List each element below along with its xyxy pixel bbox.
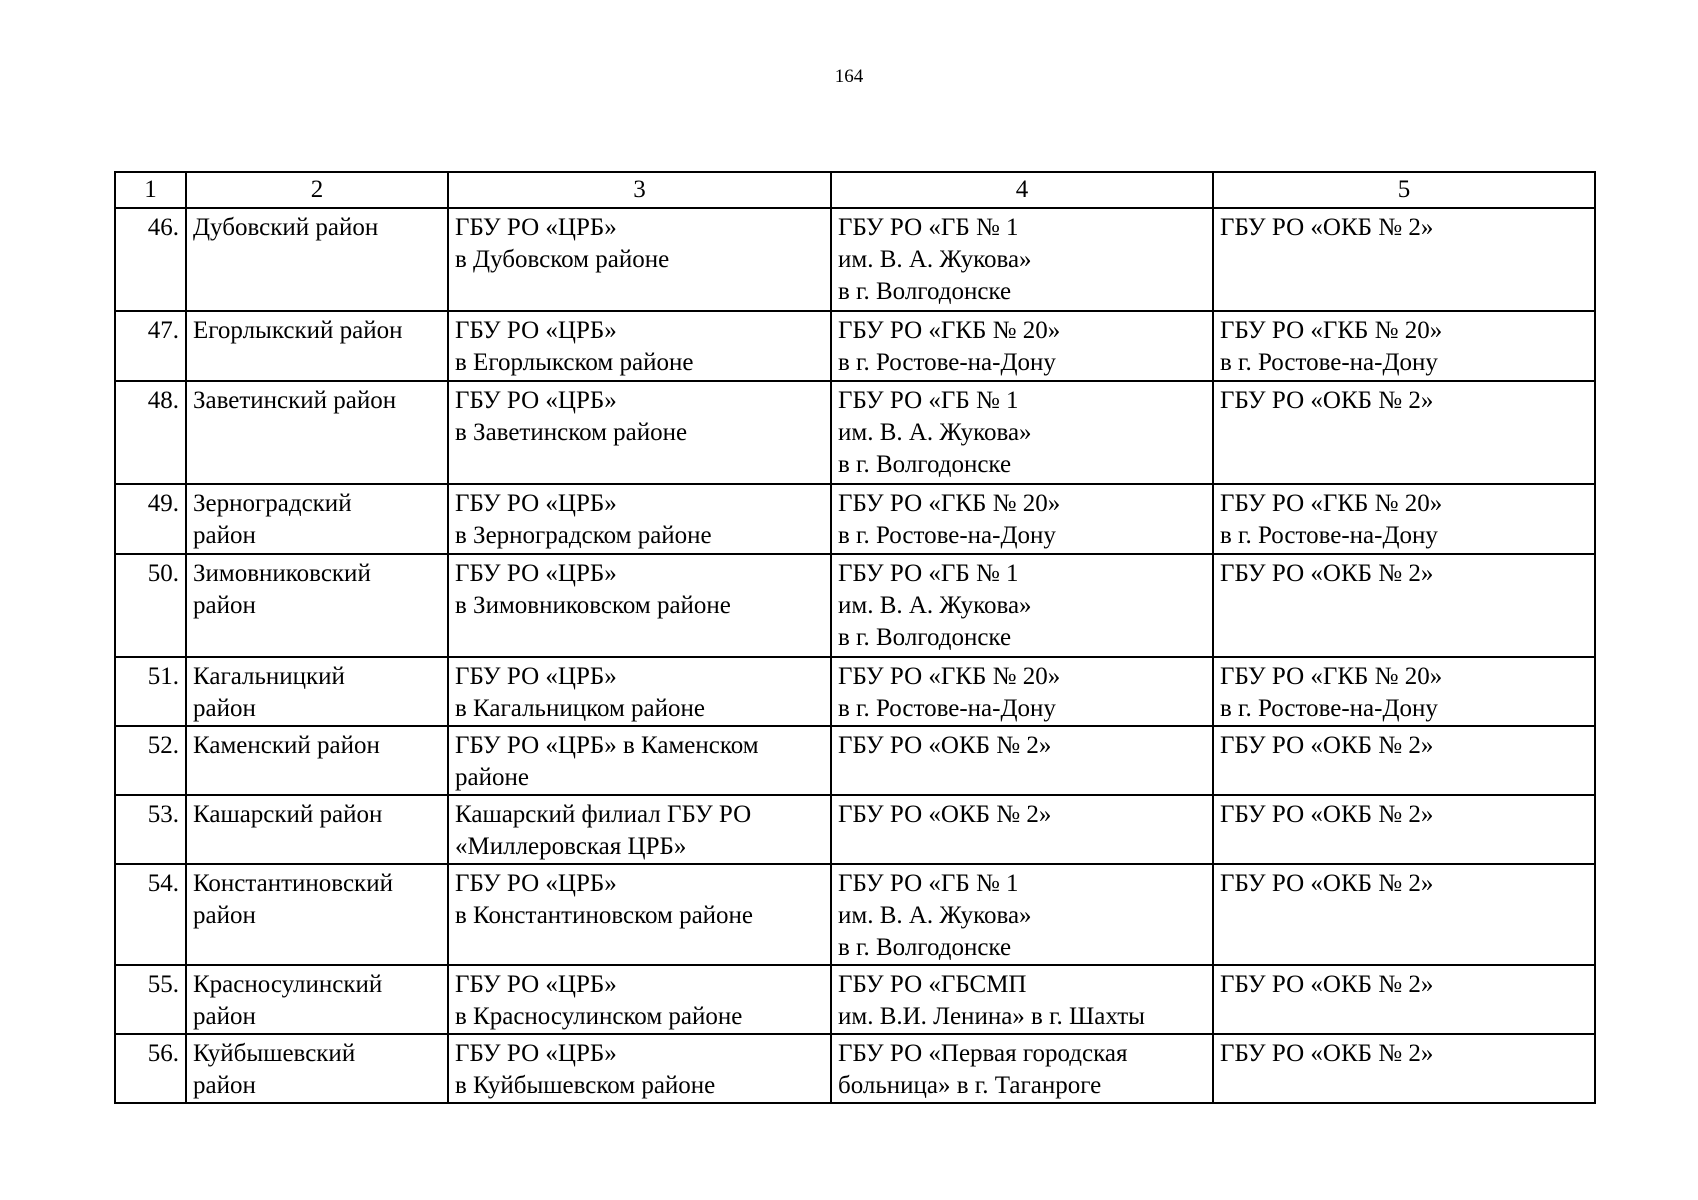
district-cell: Красносулинский район [186, 965, 448, 1034]
header-col-3: 3 [448, 172, 831, 208]
third-level-hospital-cell: ГБУ РО «ОКБ № 2» [1213, 208, 1595, 311]
crb-cell: ГБУ РО «ЦРБ» в Кагальницком районе [448, 657, 831, 726]
row-number: 46. [115, 208, 186, 311]
second-level-hospital-cell: ГБУ РО «ОКБ № 2» [831, 795, 1213, 864]
hospital-routing-table [114, 171, 1596, 1104]
page-number: 164 [834, 66, 864, 87]
district-cell: Зерноградский район [186, 484, 448, 554]
row-number: 53. [115, 795, 186, 864]
table-row [115, 311, 1595, 381]
third-level-hospital-cell: ГБУ РО «ОКБ № 2» [1213, 864, 1595, 965]
third-level-hospital-cell: ГБУ РО «ГКБ № 20» в г. Ростове-на-Дону [1213, 657, 1595, 726]
third-level-hospital-cell: ГБУ РО «ОКБ № 2» [1213, 381, 1595, 484]
crb-cell: ГБУ РО «ЦРБ» в Зерноградском районе [448, 484, 831, 554]
second-level-hospital-cell: ГБУ РО «ОКБ № 2» [831, 726, 1213, 795]
district-cell: Куйбышевский район [186, 1034, 448, 1103]
second-level-hospital-cell: ГБУ РО «ГКБ № 20» в г. Ростове-на-Дону [831, 484, 1213, 554]
district-cell: Дубовский район [186, 208, 448, 311]
third-level-hospital-cell: ГБУ РО «ГКБ № 20» в г. Ростове-на-Дону [1213, 484, 1595, 554]
second-level-hospital-cell: ГБУ РО «Первая городская больница» в г. Таганроге [831, 1034, 1213, 1103]
crb-cell: ГБУ РО «ЦРБ» в Заветинском районе [448, 381, 831, 484]
row-number: 55. [115, 965, 186, 1034]
table-row [115, 554, 1595, 657]
table-row [115, 965, 1595, 1034]
district-cell: Заветинский район [186, 381, 448, 484]
header-col-5: 5 [1213, 172, 1595, 208]
crb-cell: Кашарский филиал ГБУ РО «Миллеровская ЦРБ» [448, 795, 831, 864]
second-level-hospital-cell: ГБУ РО «ГБСМП им. В.И. Ленина» в г. Шахты [831, 965, 1213, 1034]
row-number: 54. [115, 864, 186, 965]
table-header-row [115, 172, 1595, 208]
third-level-hospital-cell: ГБУ РО «ОКБ № 2» [1213, 726, 1595, 795]
third-level-hospital-cell: ГБУ РО «ОКБ № 2» [1213, 795, 1595, 864]
district-cell: Константиновский район [186, 864, 448, 965]
district-cell: Зимовниковский район [186, 554, 448, 657]
second-level-hospital-cell: ГБУ РО «ГБ № 1 им. В. А. Жукова» в г. Волгодонске [831, 381, 1213, 484]
table-row [115, 795, 1595, 864]
row-number: 48. [115, 381, 186, 484]
row-number: 50. [115, 554, 186, 657]
crb-cell: ГБУ РО «ЦРБ» в Константиновском районе [448, 864, 831, 965]
table-row [115, 484, 1595, 554]
second-level-hospital-cell: ГБУ РО «ГБ № 1 им. В. А. Жукова» в г. Волгодонске [831, 554, 1213, 657]
table-row [115, 381, 1595, 484]
row-number: 51. [115, 657, 186, 726]
row-number: 56. [115, 1034, 186, 1103]
table-row [115, 726, 1595, 795]
row-number: 52. [115, 726, 186, 795]
second-level-hospital-cell: ГБУ РО «ГКБ № 20» в г. Ростове-на-Дону [831, 657, 1213, 726]
table-row [115, 208, 1595, 311]
row-number: 49. [115, 484, 186, 554]
third-level-hospital-cell: ГБУ РО «ОКБ № 2» [1213, 554, 1595, 657]
third-level-hospital-cell: ГБУ РО «ГКБ № 20» в г. Ростове-на-Дону [1213, 311, 1595, 381]
table-body [115, 208, 1595, 1103]
table-row [115, 1034, 1595, 1103]
second-level-hospital-cell: ГБУ РО «ГКБ № 20» в г. Ростове-на-Дону [831, 311, 1213, 381]
third-level-hospital-cell: ГБУ РО «ОКБ № 2» [1213, 1034, 1595, 1103]
second-level-hospital-cell: ГБУ РО «ГБ № 1 им. В. А. Жукова» в г. Волгодонске [831, 864, 1213, 965]
header-col-2: 2 [186, 172, 448, 208]
district-cell: Кагальницкий район [186, 657, 448, 726]
crb-cell: ГБУ РО «ЦРБ» в Куйбышевском районе [448, 1034, 831, 1103]
district-cell: Каменский район [186, 726, 448, 795]
crb-cell: ГБУ РО «ЦРБ» в Красносулинском районе [448, 965, 831, 1034]
crb-cell: ГБУ РО «ЦРБ» в Егорлыкском районе [448, 311, 831, 381]
row-number: 47. [115, 311, 186, 381]
district-cell: Кашарский район [186, 795, 448, 864]
header-col-1: 1 [115, 172, 186, 208]
table-row [115, 657, 1595, 726]
district-cell: Егорлыкский район [186, 311, 448, 381]
header-col-4: 4 [831, 172, 1213, 208]
second-level-hospital-cell: ГБУ РО «ГБ № 1 им. В. А. Жукова» в г. Волгодонске [831, 208, 1213, 311]
crb-cell: ГБУ РО «ЦРБ» в Дубовском районе [448, 208, 831, 311]
crb-cell: ГБУ РО «ЦРБ» в Зимовниковском районе [448, 554, 831, 657]
crb-cell: ГБУ РО «ЦРБ» в Каменском районе [448, 726, 831, 795]
third-level-hospital-cell: ГБУ РО «ОКБ № 2» [1213, 965, 1595, 1034]
table-row [115, 864, 1595, 965]
